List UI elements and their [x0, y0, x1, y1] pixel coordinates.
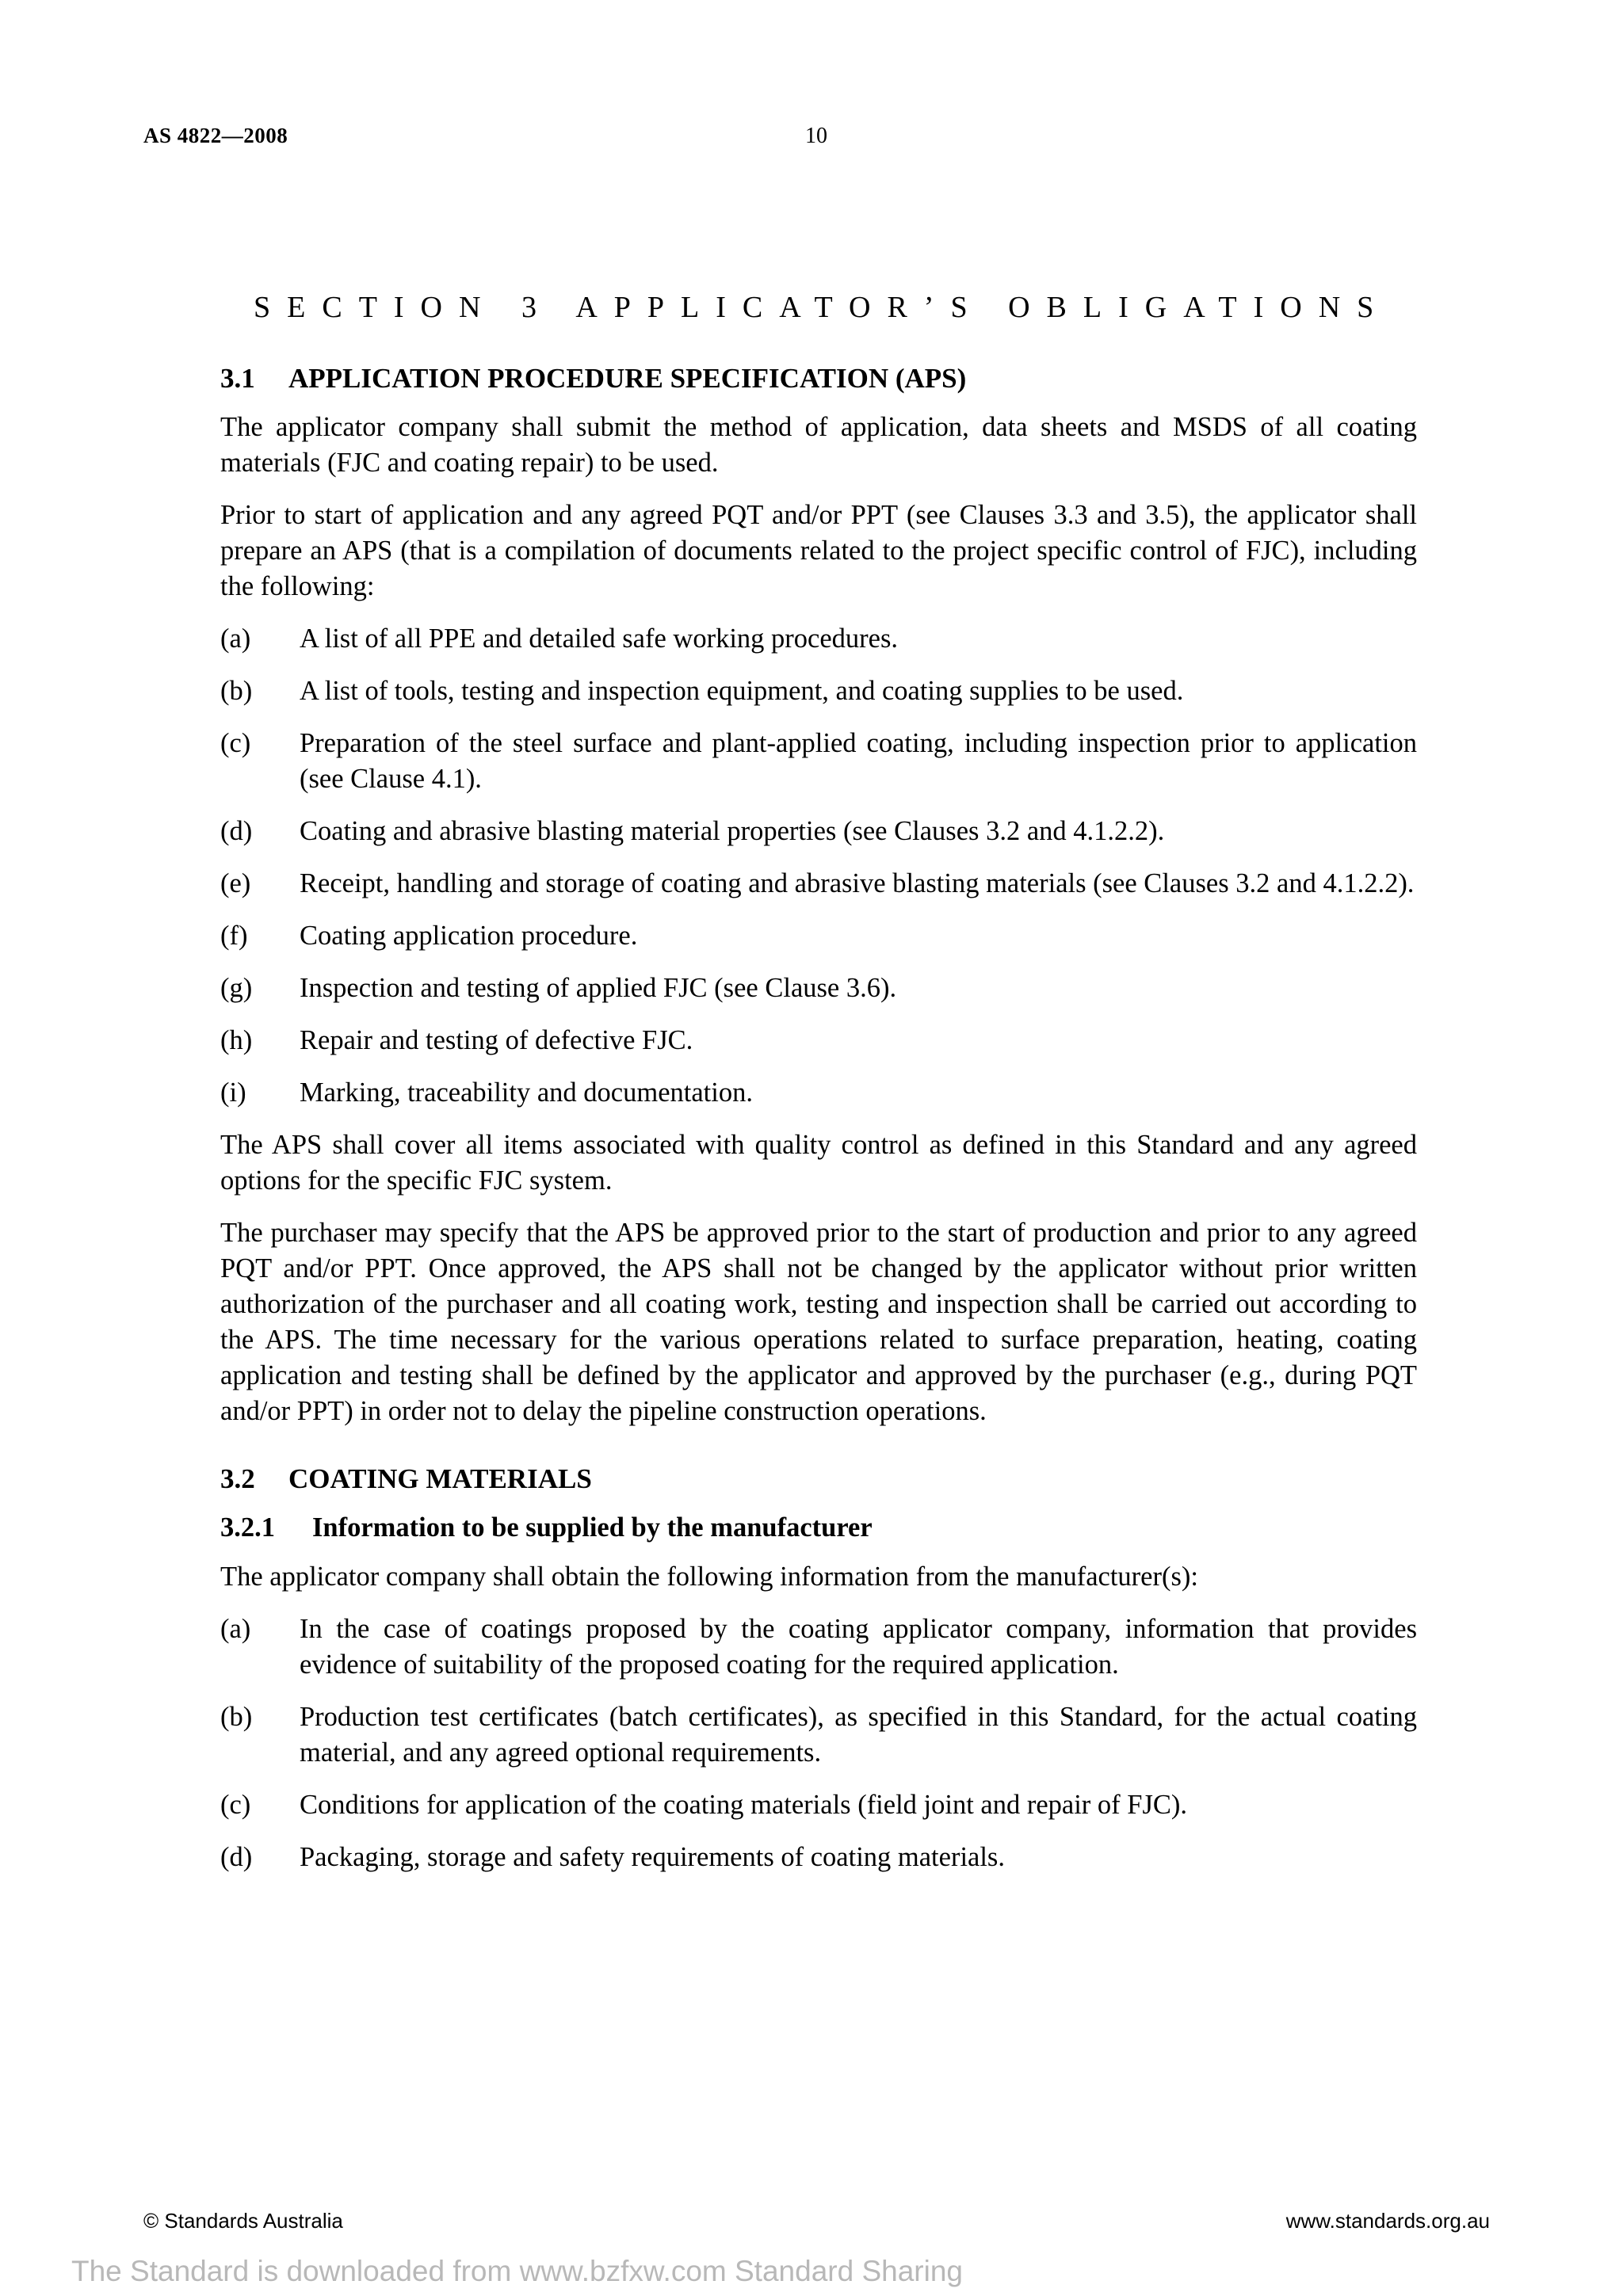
list-item-text: Marking, traceability and documentation.	[300, 1077, 753, 1108]
list-item-text: Inspection and testing of applied FJC (see Clause 3.6).	[300, 973, 897, 1003]
list-item	[220, 918, 1417, 954]
list-item-label: (f)	[220, 921, 248, 951]
clause-number: 3.2	[220, 1463, 255, 1494]
list-item-label: (e)	[220, 868, 251, 898]
list-item	[220, 814, 1417, 849]
list-item	[220, 621, 1417, 657]
list-item-label: (a)	[220, 1614, 251, 1644]
list-item-label: (a)	[220, 624, 251, 654]
paragraph: The APS shall cover all items associated with quality control as defined in this Standard and any agreed options for the specific FJC system.	[220, 1130, 1417, 1196]
download-watermark: The Standard is downloaded from www.bzfxw.com Standard Sharing	[71, 2255, 963, 2287]
list-item-label: (d)	[220, 1842, 253, 1872]
list-item-text: A list of all PPE and detailed safe working procedures.	[300, 624, 898, 654]
list-item-text: Receipt, handling and storage of coating and abrasive blasting materials (see Clauses 3.2 and 4.1.2.2).	[300, 868, 1415, 898]
list-item-text: Coating application procedure.	[300, 921, 638, 951]
list-item	[220, 1611, 1417, 1683]
list-item-text: In the case of coatings proposed by the coating applicator company, information that provides evidence of suitability of the proposed coating for the required application.	[300, 1614, 1417, 1680]
list-item-label: (c)	[220, 1790, 251, 1820]
page-content	[220, 360, 1417, 1892]
list-item	[220, 866, 1417, 902]
paragraph: Prior to start of application and any agreed PQT and/or PPT (see Clauses 3.3 and 3.5), the applicator shall prepare an APS (that is a compilation of documents related to the project specific control of FJC), including the following:	[220, 500, 1417, 601]
list-item	[220, 1840, 1417, 1875]
list-item-text: Coating and abrasive blasting material properties (see Clauses 3.2 and 4.1.2.2).	[300, 816, 1165, 846]
footer-copyright: © Standards Australia	[143, 2209, 343, 2233]
list-item	[220, 1023, 1417, 1058]
list-item-label: (g)	[220, 973, 253, 1003]
list-item	[220, 673, 1417, 709]
list-item	[220, 1699, 1417, 1771]
list-item	[220, 726, 1417, 797]
standard-identifier: AS 4822—2008	[143, 124, 288, 147]
list-item-text: Production test certificates (batch certificates), as specified in this Standard, for the actual coating material, and any agreed optional requirements.	[300, 1702, 1417, 1768]
list-item-text: A list of tools, testing and inspection equipment, and coating supplies to be used.	[300, 676, 1184, 706]
section-title: SECTION 3 APPLICATOR’S OBLIGATIONS	[254, 291, 1391, 324]
list-item-label: (i)	[220, 1077, 246, 1108]
list-item-text: Conditions for application of the coating materials (field joint and repair of FJC).	[300, 1790, 1188, 1820]
aps-requirements-list	[220, 621, 1417, 1111]
list-item-label: (h)	[220, 1025, 253, 1055]
subclause-number: 3.2.1	[220, 1512, 275, 1543]
clause-3-2-heading	[220, 1461, 1417, 1497]
footer-website-link[interactable]: www.standards.org.au	[1285, 2209, 1490, 2233]
clause-3-1-heading	[220, 360, 1417, 396]
list-item	[220, 1787, 1417, 1823]
subclause-title: Information to be supplied by the manufacturer	[312, 1512, 873, 1543]
list-item-text: Repair and testing of defective FJC.	[300, 1025, 693, 1055]
list-item-label: (b)	[220, 676, 253, 706]
list-item-label: (b)	[220, 1702, 253, 1732]
list-item-label: (d)	[220, 816, 253, 846]
paragraph: The purchaser may specify that the APS be approved prior to the start of production and prior to any agreed PQT and/or PPT. Once approved, the APS shall not be changed by the applicator without prior written authorization of the purchaser and all coating work, testing and inspection shall be carried out according to the APS. The time necessary for the various operations related to surface preparation, heating, coating application and testing shall be defined by the applicator and approved by the purchaser (e.g., during PQT and/or PPT) in order not to delay the pipeline construction operations.	[220, 1218, 1417, 1426]
clause-3-2-1-heading	[220, 1510, 1417, 1546]
list-item	[220, 1075, 1417, 1111]
list-item	[220, 971, 1417, 1006]
manufacturer-info-list	[220, 1611, 1417, 1875]
page-number: 10	[805, 124, 827, 148]
clause-title: COATING MATERIALS	[288, 1463, 592, 1494]
paragraph: The applicator company shall submit the method of application, data sheets and MSDS of all coating materials (FJC and coating repair) to be used.	[220, 412, 1417, 478]
list-item-text: Packaging, storage and safety requirements of coating materials.	[300, 1842, 1005, 1872]
clause-title: APPLICATION PROCEDURE SPECIFICATION (APS)	[288, 363, 967, 394]
list-item-text: Preparation of the steel surface and plant-applied coating, including inspection prior to application (see Clause 4.1).	[300, 728, 1417, 794]
paragraph: The applicator company shall obtain the following information from the manufacturer(s):	[220, 1562, 1198, 1592]
clause-number: 3.1	[220, 363, 255, 394]
list-item-label: (c)	[220, 728, 251, 758]
